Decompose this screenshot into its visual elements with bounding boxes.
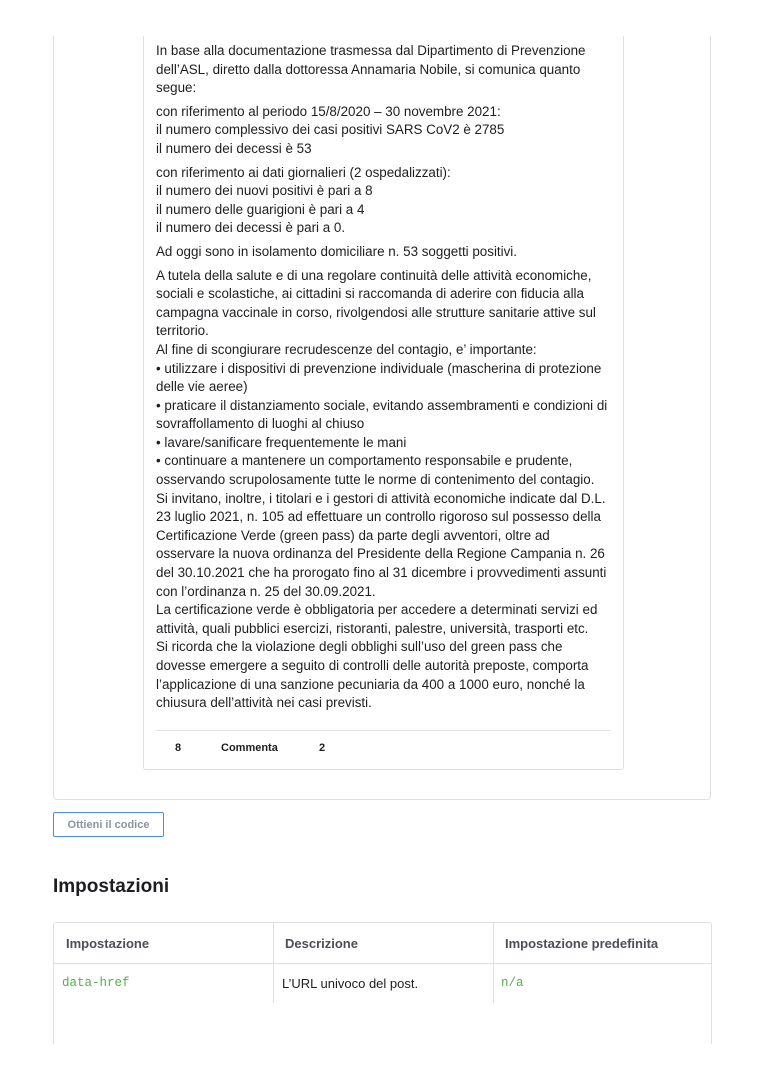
settings-heading: Impostazioni xyxy=(53,876,170,897)
post-paragraph: con riferimento al periodo 15/8/2020 – 30 novembre 2021: il numero complessivo dei casi positivi SARS CoV2 è 2785 il numero dei decessi è 53 xyxy=(156,103,505,156)
post-paragraph: con riferimento ai dati giornalieri (2 ospedalizzati): il numero dei nuovi positivi è pari a 8 il numero delle guarigioni è pari a 4 il numero dei decessi è pari a 0. xyxy=(156,164,451,236)
cell-default-value: n/a xyxy=(501,976,524,990)
share-count[interactable]: 2 xyxy=(319,742,326,754)
post-paragraph: In base alla documentazione trasmessa dal Dipartimento di Prevenzione dell’ASL, diretto dalla dottoressa Annamaria Nobile, si comunica quanto segue: xyxy=(156,43,586,96)
get-code-button[interactable]: Ottieni il codice xyxy=(53,812,164,837)
comment-button[interactable]: Commenta xyxy=(221,742,278,754)
post-text xyxy=(156,42,618,718)
post-paragraph: Ad oggi sono in isolamento domiciliare n. 53 soggetti positivi. xyxy=(156,243,518,259)
column-divider xyxy=(273,923,274,1003)
like-count[interactable]: 8 xyxy=(175,742,182,754)
cell-setting-name: data-href xyxy=(62,976,130,990)
header-default: Impostazione predefinita xyxy=(505,936,659,951)
cell-description: L’URL univoco del post. xyxy=(282,976,419,991)
post-footer xyxy=(156,730,611,767)
column-divider xyxy=(493,923,494,1003)
embedded-post-card xyxy=(143,36,624,770)
header-setting: Impostazione xyxy=(66,936,150,951)
post-paragraph: A tutela della salute e di una regolare continuità delle attività economiche, sociali e scolastiche, ai cittadini si raccomanda di aderire con fiducia alla campagna vaccinale in corso, rivolgendosi alle strutture sanitarie attive sul territorio. Al fine di scongiurare recrudescenze del contagio, e’ importante: • utilizzare i dispositivi di prevenzione individuale (mascherina di protezione delle vie aeree) • praticare il distanziamento sociale, evitando assembramenti e condizioni di sovraffollamento di luoghi al chiuso • lavare/sanificare frequentemente le mani • continuare a mantenere un comportamento responsabile e prudente, osservando scrupolosamente tutte le norme di contenimento del contagio. Si invitano, inoltre, i titolari e i gestori di attività economiche indicate dal D.L. 23 luglio 2021, n. 105 ad effettuare un controllo rigoroso sul possesso della Certificazione Verde (green pass) da parte degli avventori, oltre ad osservare la nuova ordinanza del Presidente della Regione Campania n. 26 del 30.10.2021 che ha prorogato fino al 31 dicembre i provvedimenti assunti con l’ordinanza n. 25 del 30.09.2021. La certificazione verde è obbligatoria per accedere a determinati servizi ed attività, quali pubblici esercizi, ristoranti, palestre, università, trasporti etc. Si ricorda che la violazione degli obblighi sull’uso del green pass che dovesse emergere a seguito di controlli delle autorità preposte, comporta l’applicazione di una sanzione pecuniaria da 400 a 1000 euro, nonché la chiusura dell’attività nei casi previsti. xyxy=(156,267,608,711)
header-description: Descrizione xyxy=(285,936,358,951)
settings-table xyxy=(53,922,712,1044)
